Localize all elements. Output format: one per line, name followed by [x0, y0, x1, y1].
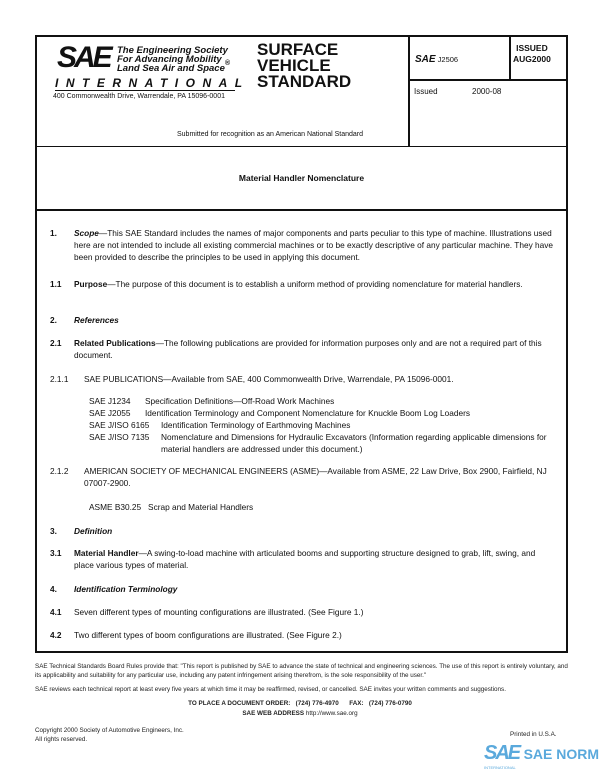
issued-badge	[513, 43, 551, 65]
reference-id: SAE J/ISO 6165	[89, 420, 150, 430]
reference-item	[89, 395, 555, 407]
watermark-logo: SAE	[484, 742, 520, 764]
rights-text: All rights reserved.	[35, 735, 88, 743]
doc-number	[415, 54, 458, 65]
registered-mark: ®	[224, 60, 231, 67]
reference-id: SAE J2055	[89, 408, 131, 418]
section-2	[50, 314, 555, 326]
section-number: 2.	[50, 315, 57, 325]
section-text: —Available from SAE, 400 Commonwealth Drive, Warrendale, PA 15096-0001.	[163, 374, 454, 384]
section-2-1	[50, 337, 555, 361]
reference-item	[89, 419, 555, 431]
reference-id: SAE J1234	[89, 396, 131, 406]
reference-desc: Nomenclature and Dimensions for Hydraulic Excavators (Information regarding applicable dimensions for material handlers are addressed under this document.)	[161, 432, 547, 454]
fax-label: FAX:	[349, 700, 364, 707]
section-number: 1.1	[50, 279, 62, 289]
section-4-1	[50, 606, 555, 618]
standard-type	[257, 42, 351, 90]
document-title: Material Handler Nomenclature	[238, 173, 365, 183]
order-info	[0, 700, 600, 709]
asme-reference	[89, 501, 594, 513]
section-heading: Identification Terminology	[74, 584, 178, 594]
section-3-1	[50, 547, 555, 571]
section-text: —The purpose of this document is to establish a uniform method of providing nomenclature for material handlers.	[107, 279, 523, 289]
tagline-line: For Advancing Mobility	[117, 54, 222, 65]
sae-logo: SAE	[57, 41, 110, 74]
section-number: 1.	[50, 228, 57, 238]
section-4	[50, 583, 555, 595]
reference-desc: Scrap and Material Handlers	[148, 502, 254, 512]
section-number: 3.1	[50, 548, 62, 558]
section-text: Two different types of boom configurations are illustrated. (See Figure 2.)	[74, 630, 342, 640]
society-tagline	[117, 46, 230, 73]
issued-badge-line: AUG2000	[513, 54, 551, 64]
logo-rule	[55, 90, 235, 91]
section-number: 4.2	[50, 630, 62, 640]
section-number: 4.	[50, 584, 57, 594]
order-label: TO PLACE A DOCUMENT ORDER:	[188, 700, 291, 707]
sae-reference-list	[89, 395, 555, 455]
section-1-1	[50, 278, 555, 290]
copyright	[35, 727, 184, 744]
section-heading: SAE PUBLICATIONS	[84, 374, 164, 384]
fax-number: (724) 776-0790	[368, 700, 412, 707]
doc-number-text: J2506	[437, 55, 459, 64]
reference-desc: Specification Definitions—Off-Road Work Machines	[145, 396, 335, 406]
divider	[408, 79, 566, 81]
section-number: 2.1.1	[50, 374, 69, 384]
section-number: 3.	[50, 526, 57, 536]
section-text: —This SAE Standard includes the names of major components and parts peculiar to this type of machine. Illustrations used here are not intended to include all existing commercial machines or to be exactly descriptive of any particular machine. They have been provided to describe the principles to be used in applying this document.	[74, 228, 554, 262]
standard-type-line: STANDARD	[257, 72, 352, 91]
reference-id: SAE J/ISO 7135	[89, 432, 150, 442]
watermark-sub: INTERNATIONAL	[484, 765, 516, 770]
review-note: SAE reviews each technical report at least every five years at which time it may be reaffirmed, revised, or cancelled. SAE invites your written comments and suggestions.	[35, 686, 506, 693]
reference-item	[89, 431, 555, 455]
web-address[interactable]: http://www.sae.org	[305, 710, 358, 717]
address: 400 Commonwealth Drive, Warrendale, PA 15096-0001	[53, 93, 225, 100]
tagline-line: Land Sea Air and Space	[117, 63, 225, 74]
section-heading: Purpose	[74, 279, 108, 289]
divider	[408, 37, 410, 147]
section-2-1-1	[50, 373, 555, 385]
section-heading: Scope	[74, 228, 99, 238]
sae-norm-watermark	[484, 743, 599, 770]
issued-label: Issued	[414, 87, 438, 96]
issued-badge-line: ISSUED	[516, 43, 548, 53]
reference-id: ASME B30.25	[89, 502, 142, 512]
section-3	[50, 525, 555, 537]
submitted-note: Submitted for recognition as an American National Standard	[177, 131, 363, 138]
section-number: 2.1.2	[50, 466, 69, 476]
sae-small-logo: SAE	[415, 54, 436, 65]
tagline-line: The Engineering Society	[117, 45, 228, 56]
section-number: 4.1	[50, 607, 62, 617]
copyright-text: Copyright 2000 Society of Automotive Engineers, Inc.	[35, 727, 184, 734]
section-heading: Related Publications	[74, 338, 156, 348]
order-phone: (724) 776-4970	[295, 700, 339, 707]
section-text: —A swing-to-load machine with articulated booms and supporting structure designed to grab, lift, swing, and place various types of material.	[74, 548, 536, 570]
divider	[509, 37, 511, 79]
title-divider	[37, 209, 566, 211]
section-heading: Definition	[74, 526, 113, 536]
section-1	[50, 227, 555, 263]
section-text: —The following publications are provided for information purposes only and are not a required part of this document.	[74, 338, 542, 360]
international-wordmark: INTERNATIONAL	[55, 76, 250, 90]
standard-type-line: SURFACE	[257, 40, 339, 59]
reference-desc: Identification Terminology of Earthmoving Machines	[161, 420, 351, 430]
section-heading: References	[74, 315, 119, 325]
section-text: Seven different types of mounting configurations are illustrated. (See Figure 1.)	[74, 607, 364, 617]
reference-item	[89, 407, 555, 419]
web-info	[0, 710, 600, 719]
section-number: 2.1	[50, 338, 62, 348]
standard-type-line: VEHICLE	[257, 56, 331, 75]
watermark-text: SAE NORM	[523, 746, 600, 762]
section-2-1-2	[50, 465, 555, 489]
reference-desc: Identification Terminology and Component Nomenclature for Knuckle Boom Log Loaders	[145, 408, 470, 418]
section-text: —Available from ASME, 22 Law Drive, Box 2900, Fairfield, NJ 07007-2900.	[84, 466, 547, 488]
printed-in: Printed in U.S.A.	[510, 731, 557, 738]
header	[37, 37, 566, 147]
issued-date: 2000-08	[472, 87, 502, 96]
section-4-2	[50, 629, 555, 641]
policy-note: SAE Technical Standards Board Rules provide that: "This report is published by SAE to advance the state of technical and engineering sciences. The use of this report is entirely voluntary, and its applicability and suitability for any particular use, including any patent infringement arising therefrom, is the sole responsibility of the user."	[35, 663, 568, 679]
web-label: SAE WEB ADDRESS	[242, 710, 305, 717]
section-heading: Material Handler	[74, 548, 139, 558]
section-heading: AMERICAN SOCIETY OF MECHANICAL ENGINEERS (ASME)	[84, 466, 320, 476]
